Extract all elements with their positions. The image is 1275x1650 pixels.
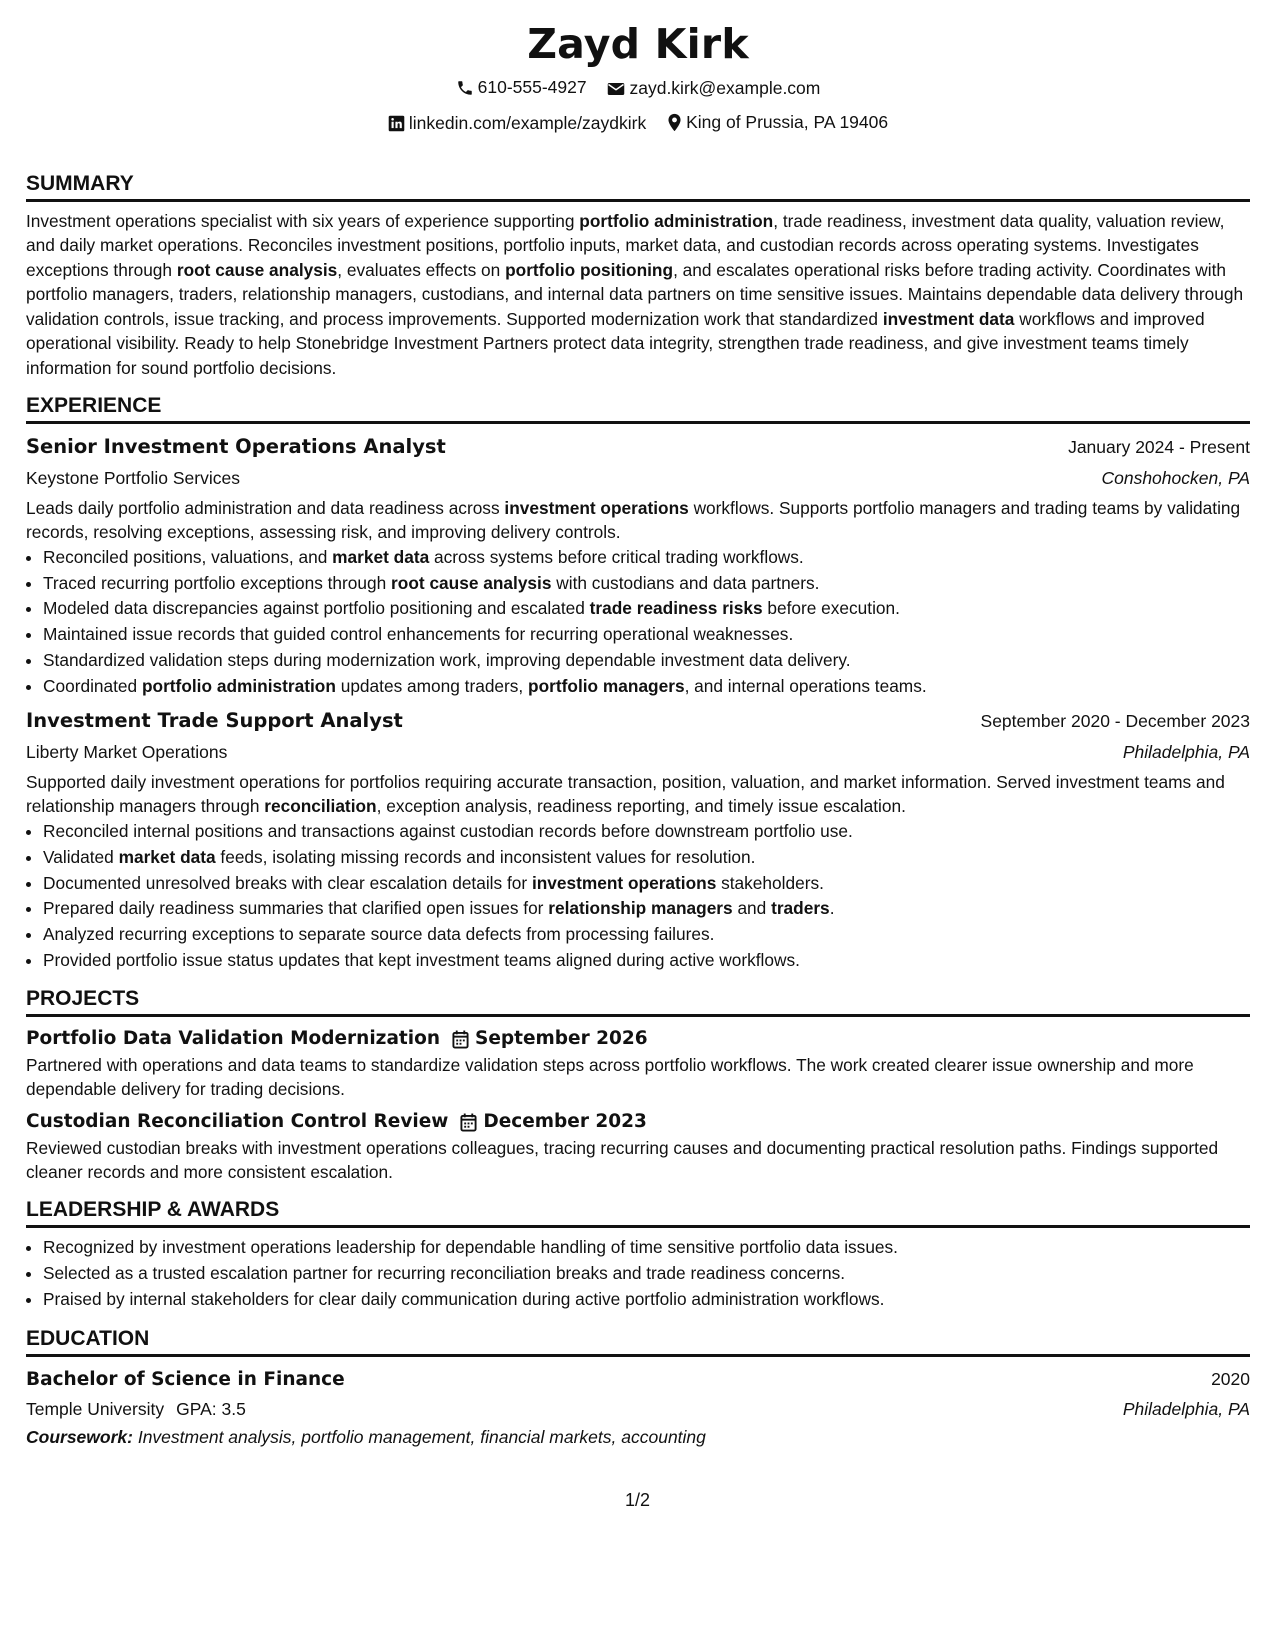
summary-section bbox=[26, 172, 1250, 381]
graduation-year: 2020 bbox=[1211, 1368, 1250, 1389]
job-title: Senior Investment Operations Analyst bbox=[26, 435, 446, 458]
email-text[interactable]: zayd.kirk@example.com bbox=[629, 78, 821, 98]
job-description: Supported daily investment operations for portfolios requiring accurate transaction, position, valuation, and market information. Served investment teams and relationship managers through reconciliation, exception analysis, readiness reporting, and timely issue escalation. bbox=[26, 772, 1225, 816]
job-location: Conshohocken, PA bbox=[1101, 468, 1250, 488]
projects-section bbox=[26, 987, 1250, 1184]
list-item: • Praised by internal stakeholders for clear daily communication during active portfolio administration workflows. bbox=[43, 1287, 1250, 1313]
list-item: • Documented unresolved breaks with clear escalation details for investment operations stakeholders. bbox=[43, 871, 1250, 897]
leadership-section bbox=[26, 1198, 1250, 1312]
job-dates: January 2024 - Present bbox=[1068, 437, 1250, 457]
list-item: • Validated market data feeds, isolating missing records and inconsistent values for resolution. bbox=[43, 845, 1250, 871]
coursework bbox=[26, 1423, 1250, 1452]
linkedin-icon bbox=[388, 115, 405, 132]
job-title: Investment Trade Support Analyst bbox=[26, 709, 403, 733]
job-bullets bbox=[26, 819, 1250, 973]
leadership-bullets bbox=[26, 1235, 1250, 1312]
job-description: Leads daily portfolio administration and data readiness across investment operations workflows. Supports portfolio managers and trading teams by validating records, resolving exceptions, assessing risk, and improving delivery controls. bbox=[26, 498, 1241, 542]
page-number: 1/2 bbox=[624, 1490, 651, 1510]
job-entry bbox=[26, 705, 1250, 973]
job-company: Liberty Market Operations bbox=[26, 742, 228, 763]
list-item: • Maintained issue records that guided control enhancements for recurring operational weaknesses. bbox=[43, 622, 1250, 648]
linkedin-item[interactable] bbox=[388, 108, 646, 139]
resume-header bbox=[26, 20, 1250, 142]
job-dates: September 2020 - December 2023 bbox=[980, 711, 1250, 732]
list-item: • Reconciled internal positions and transactions against custodian records before downstream portfolio use. bbox=[43, 819, 1250, 845]
phone-item bbox=[456, 72, 587, 103]
degree: Bachelor of Science in Finance bbox=[26, 1368, 345, 1390]
list-item: • Modeled data discrepancies against portfolio positioning and escalated trade readiness risks before execution. bbox=[43, 596, 1250, 622]
section-title-experience: EXPERIENCE bbox=[26, 394, 1250, 424]
project-description: Partnered with operations and data teams to standardize validation steps across portfolio workflows. The work created clearer issue ownership and more dependable delivery for trading decisions. bbox=[26, 1055, 1194, 1099]
location-item bbox=[667, 107, 888, 138]
calendar-icon bbox=[452, 1030, 469, 1049]
section-title-summary: SUMMARY bbox=[26, 172, 1250, 202]
project-title-row bbox=[26, 1107, 1250, 1137]
candidate-name: Zayd Kirk bbox=[527, 20, 749, 68]
experience-section bbox=[26, 394, 1250, 973]
list-item: • Selected as a trusted escalation partner for recurring reconciliation breaks and trade readiness concerns. bbox=[43, 1261, 1250, 1287]
school-name: Temple University bbox=[26, 1398, 165, 1419]
summary-text: Investment operations specialist with six years of experience supporting portfolio administration, trade readiness, investment data quality, valuation review, and daily market operations. Reconciles investment positions, portfolio inputs, market data, and custodian records across operating systems. Investigates exceptions through root cause analysis, evaluates effects on portfolio positioning, and escalates operational risks before trading activity. Coordinates with portfolio managers, traders, relationship managers, custodians, and internal data partners on time sensitive issues. Maintains dependable data delivery through validation controls, issue tracking, and process improvements. Supported modernization work that standardized investment data workflows and improved operational visibility. Ready to help Stonebridge Investment Partners protect data integrity, strengthen trade readiness, and give investment teams timely information for sound portfolio decisions. bbox=[26, 210, 1244, 378]
linkedin-text[interactable]: linkedin.com/example/zaydkirk bbox=[408, 112, 647, 133]
list-item: • Recognized by investment operations leadership for dependable handling of time sensitive portfolio data issues. bbox=[43, 1235, 1250, 1261]
section-title-projects: PROJECTS bbox=[26, 987, 1250, 1017]
contact-line-2 bbox=[26, 107, 1250, 142]
project-title-row bbox=[26, 1024, 1250, 1054]
gpa: GPA: 3.5 bbox=[176, 1398, 246, 1419]
school-location: Philadelphia, PA bbox=[1122, 1398, 1250, 1419]
email-item[interactable] bbox=[607, 73, 820, 104]
map-pin-icon bbox=[667, 113, 682, 132]
phone-text: 610-555-4927 bbox=[477, 77, 587, 97]
section-title-education: EDUCATION bbox=[26, 1327, 1250, 1357]
location-text: King of Prussia, PA 19406 bbox=[686, 111, 889, 132]
resume-page bbox=[26, 0, 1250, 1452]
school-info bbox=[26, 1395, 246, 1423]
project-description: Reviewed custodian breaks with investment operations colleagues, tracing recurring causes and documenting practical resolution paths. Findings supported cleaner records and more consistent escalation. bbox=[26, 1138, 1219, 1182]
project-title: Portfolio Data Validation Modernization bbox=[26, 1028, 441, 1050]
list-item: • Traced recurring portfolio exceptions through root cause analysis with custodians and data partners. bbox=[43, 571, 1250, 597]
list-item: • Reconciled positions, valuations, and market data across systems before critical trading workflows. bbox=[43, 545, 1250, 571]
coursework-text: Investment analysis, portfolio management, financial markets, accounting bbox=[132, 1426, 706, 1447]
job-company: Keystone Portfolio Services bbox=[26, 468, 240, 488]
project-date: December 2023 bbox=[483, 1111, 647, 1133]
list-item: • Provided portfolio issue status updates that kept investment teams aligned during active workflows. bbox=[43, 948, 1250, 974]
phone-icon bbox=[456, 79, 474, 97]
contact-line-1 bbox=[26, 72, 1250, 107]
envelope-icon bbox=[607, 81, 625, 97]
education-section bbox=[26, 1327, 1250, 1452]
calendar-icon bbox=[460, 1113, 477, 1132]
project-date: September 2026 bbox=[475, 1028, 648, 1050]
section-title-leadership: LEADERSHIP & AWARDS bbox=[26, 1198, 1250, 1228]
list-item: • Coordinated portfolio administration updates among traders, portfolio managers, and internal operations teams. bbox=[43, 674, 1250, 700]
job-location: Philadelphia, PA bbox=[1122, 742, 1250, 763]
list-item: • Analyzed recurring exceptions to separate source data defects from processing failures. bbox=[43, 922, 1250, 948]
project-title: Custodian Reconciliation Control Review bbox=[26, 1111, 449, 1133]
list-item: • Standardized validation steps during modernization work, improving dependable investment data delivery. bbox=[43, 648, 1250, 674]
job-entry bbox=[26, 431, 1250, 699]
coursework-label: Coursework: bbox=[26, 1426, 133, 1447]
list-item: • Prepared daily readiness summaries that clarified open issues for relationship managers and traders. bbox=[43, 896, 1250, 922]
job-bullets bbox=[26, 545, 1250, 699]
